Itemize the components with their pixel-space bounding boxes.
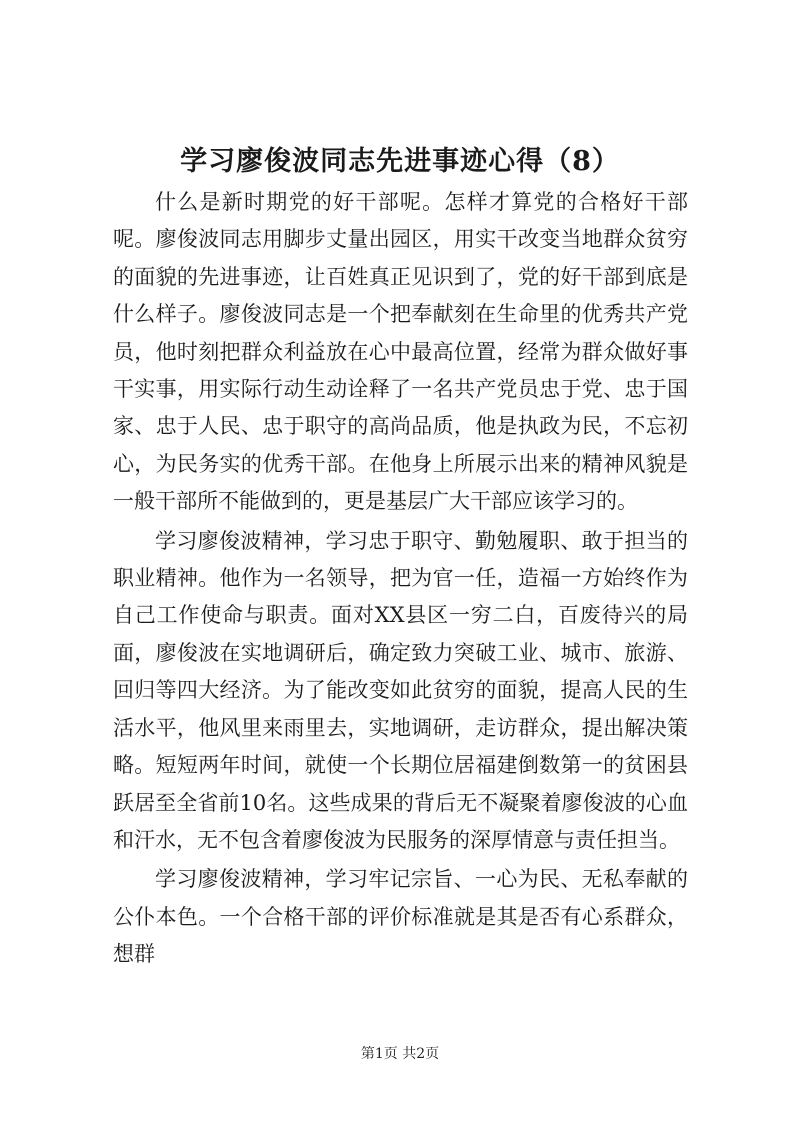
paragraph-1: 什么是新时期党的好干部呢。怎样才算党的合格好干部呢。廖俊波同志用脚步丈量出园区，用实干改变当地群众贫穷的面貌的先进事迹，让百姓真正见识到了，党的好干部到底是什么样子。廖俊波同志是一个把奉献刻在生命里的优秀共产党员，他时刻把群众利益放在心中最高位置，经常为群众做好事干实事，用实际行动生动诠释了一名共产党员忠于党、忠于国家、忠于人民、忠于职守的高尚品质，他是执政为民，不忘初心，为民务实的优秀干部。在他身上所展示出来的精神风貌是一般干部所不能做到的，更是基层广大干部应该学习的。 xyxy=(113,190,688,514)
document-title: 学习廖俊波同志先进事迹心得（8） xyxy=(180,146,620,177)
paragraph-3: 学习廖俊波精神，学习牢记宗旨、一心为民、无私奉献的公仆本色。一个合格干部的评价标准就是其是否有心系群众，想群 xyxy=(113,867,688,967)
paragraph-2: 学习廖俊波精神，学习忠于职守、勤勉履职、敢于担当的职业精神。他作为一名领导，把为官一任，造福一方始终作为自己工作使命与职责。面对XX县区一穷二白，百废待兴的局面，廖俊波在实地调研后，确定致力突破工业、城市、旅游、回归等四大经济。为了能改变如此贫穷的面貌，提高人民的生活水平，他风里来雨里去，实地调研，走访群众，提出解决策略。短短两年时间，就使一个长期位居福建倒数第一的贫困县跃居至全省前10名。这些成果的背后无不凝聚着廖俊波的心血和汗水，无不包含着廖俊波为民服务的深厚情意与责任担当。 xyxy=(113,528,688,852)
page-footer: 第1页 共2页 xyxy=(360,1046,440,1062)
document-body xyxy=(113,184,688,976)
